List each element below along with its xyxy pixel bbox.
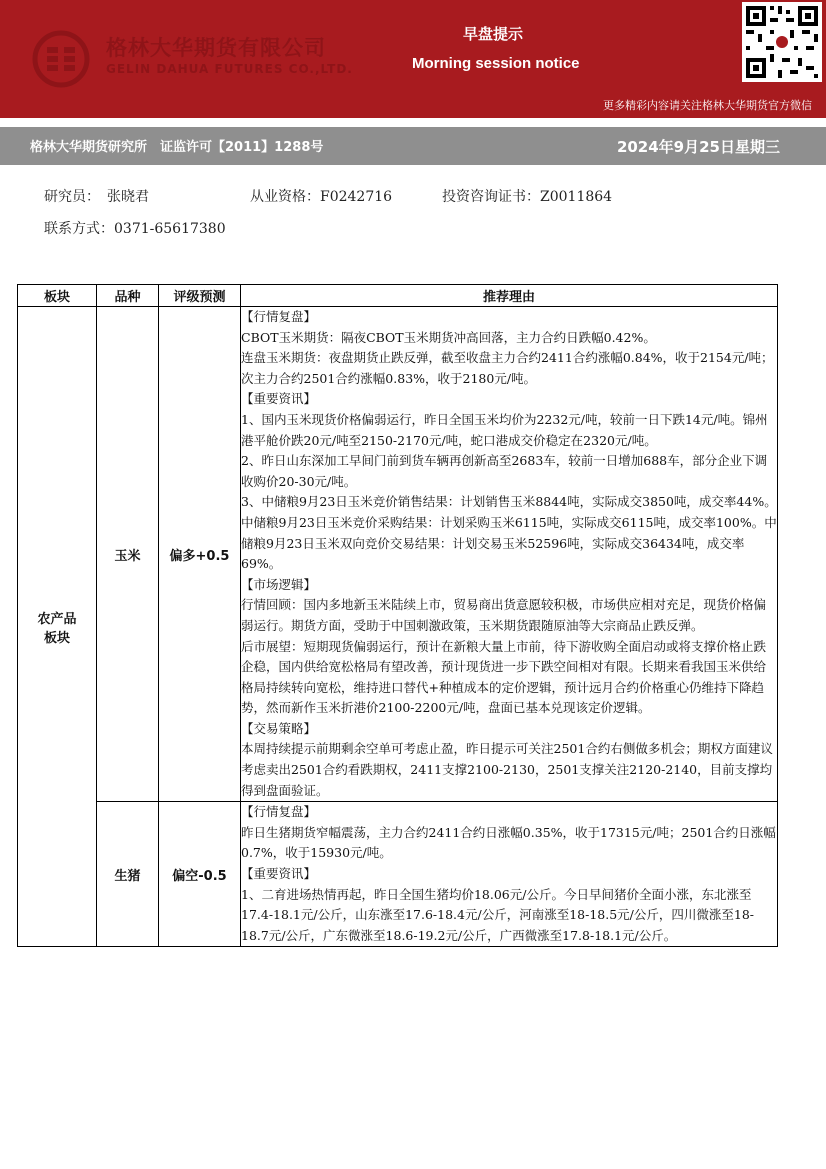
report-title-en: Morning session notice [412, 55, 580, 72]
follow-wechat-text: 更多精彩内容请关注格林大华期货官方微信 [603, 99, 812, 112]
reason-paragraph: 【行情复盘】 [241, 804, 317, 820]
rating-cell: 偏空-0.5 [159, 802, 241, 947]
reason-paragraph: 昨日生猪期货窄幅震荡，主力合约2411合约日涨幅0.35%，收于17315元/吨；2501合约日涨幅0.7%，收于15930元/吨。 [241, 824, 776, 861]
researcher-contact: 联系方式：0371-65617380 [44, 221, 226, 237]
reason-paragraph: 本周持续提示前期剩余空单可考虑止盈，昨日提示可关注2501合约右侧做多机会；期权方面建议考虑卖出2501合约看跌期权，2411支撑2100-2130，2501支撑关注2120-2140，目前支撑均得到盘面验证。 [241, 741, 773, 798]
table-row [18, 802, 778, 947]
report-header [0, 0, 826, 118]
researcher-certificate: 投资咨询证书：Z0011864 [442, 189, 613, 205]
researcher-qualification: 从业资格：F0242716 [250, 189, 393, 205]
sector-cell: 农产品板块 [18, 307, 97, 947]
reason-paragraph: 1、二育进场热情再起，昨日全国生猪均价18.06元/公斤。今日早间猪价全面小涨，东北涨至17.4-18.1元/公斤，山东涨至17.6-18.4元/公斤，河南涨至18-18.5元/公斤，四川微涨至18-18.7元/公斤，广东微涨至18.6-19.2元/公斤，广西微涨至17.8-18.1元/公斤。 [241, 886, 755, 943]
header-variety: 品种 [97, 285, 159, 307]
reason-paragraph: 连盘玉米期货：夜盘期货止跌反弹，截至收盘主力合约2411合约涨幅0.84%，收于2154元/吨；次主力合约2501合约涨幅0.83%，收于2180元/吨。 [241, 350, 774, 386]
variety-cell: 玉米 [97, 307, 159, 802]
researcher-name: 研究员： 张晓君 [44, 189, 149, 205]
reason-paragraph: 2、昨日山东深加工早间门前到货车辆再创新高至2683车，较前一日增加688车，部分企业下调收购价20-30元/吨。 [241, 453, 768, 489]
reason-cell [241, 307, 778, 802]
header-reason: 推荐理由 [241, 285, 778, 307]
reason-paragraph: 【行情复盘】 [241, 309, 317, 324]
report-title-cn: 早盘提示 [463, 25, 524, 43]
wechat-qr-code-icon [742, 2, 822, 82]
institute-license: 格林大华期货研究所 证监许可【2011】1288号 [30, 140, 324, 155]
table-header-row [18, 285, 778, 307]
reason-paragraph: 【市场逻辑】 [241, 576, 317, 592]
table-row [18, 307, 778, 802]
header-rating: 评级预测 [159, 285, 241, 307]
reason-paragraph: 【重要资讯】 [241, 866, 317, 882]
variety-cell: 生猪 [97, 802, 159, 947]
reason-paragraph: 1、国内玉米现货价格偏弱运行，昨日全国玉米均价为2232元/吨，较前一日下跌14元/吨。锦州港平舱价跌20元/吨至2150-2170元/吨，蛇口港成交价稳定在2320元/吨。 [241, 411, 768, 448]
reason-paragraph: 【重要资讯】 [241, 391, 317, 407]
company-name-en: GELIN DAHUA FUTURES CO.,LTD. [106, 62, 353, 76]
header-sector: 板块 [18, 285, 97, 307]
report-date: 2024年9月25日星期三 [616, 138, 780, 156]
company-logo-icon [32, 30, 90, 88]
reason-paragraph: 后市展望：短期现货偏弱运行，预计在新粮大量上市前，待下游收购全面启动或将支撑价格止跌企稳，国内供给宽松格局有望改善，预计现货进一步下跌空间相对有限。长期来看我国玉米供给格局持续转向宽松，维持进口替代+种植成本的定价逻辑，预计远月合约价格重心仍维持下降趋势，然而新作玉米折港价2100-2200元/吨，盘面已基本兑现该定价逻辑。 [241, 638, 767, 716]
info-band [0, 127, 826, 165]
recommendation-table [17, 284, 778, 947]
reason-paragraph: 【交易策略】 [241, 720, 317, 736]
rating-cell: 偏多+0.5 [159, 307, 241, 802]
reason-paragraph: 3、中储粮9月23日玉米竞价销售结果：计划销售玉米8844吨，实际成交3850吨，成交率44%。中储粮9月23日玉米竞价采购结果：计划采购玉米6115吨，实际成交6115吨，成交率100%。中储粮9月23日玉米双向竞价交易结果：计划交易玉米52596吨，实际成交36434吨，成交率69%。 [241, 494, 777, 572]
company-name-cn: 格林大华期货有限公司 [106, 36, 326, 60]
reason-paragraph: CBOT玉米期货：隔夜CBOT玉米期货冲高回落，主力合约日跌幅0.42%。 [241, 329, 656, 345]
reason-cell [241, 802, 778, 947]
reason-paragraph: 行情回顾：国内多地新玉米陆续上市，贸易商出货意愿较积极，市场供应相对充足，现货价格偏弱运行。期货方面，受助于中国刺激政策，玉米期货跟随原油等大宗商品止跌反弹。 [241, 597, 767, 633]
